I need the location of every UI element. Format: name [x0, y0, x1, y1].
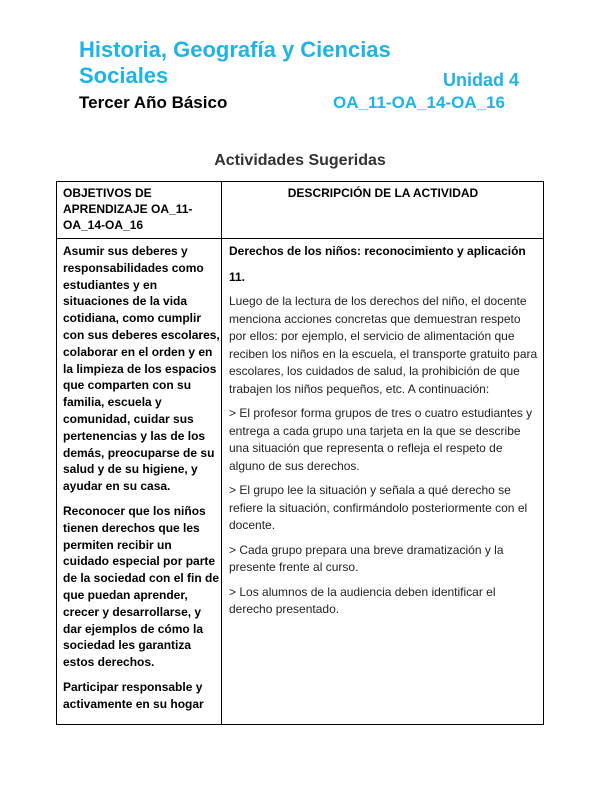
activity-title: Derechos de los niños: reconocimiento y aplicación	[229, 244, 526, 258]
objective-item: Reconocer que los niños tienen derechos que les permiten recibir un cuidado especial por parte de la sociedad con el fin de que puedan aprender, crecer y desarrollarse, y dar ejemplos de cómo la sociedad les garantiza estos derechos.	[63, 503, 220, 670]
activity-paragraph: Luego de la lectura de los derechos del niño, el docente menciona acciones concretas que demuestran respeto por ellos: por ejemplo, el servicio de alimentación que reciben los niños en la escuela, el transporte gratuito para escolares, los cuidados de salud, la prohibición de que trabajen los niños pequeños, etc. A continuación:	[229, 294, 538, 396]
activity-description-cell	[229, 243, 541, 626]
activity-step: > El profesor forma grupos de tres o cuatro estudiantes y entrega a cada grupo una tarjeta en la que se describe una situación que representa o refleja el respeto de alguno de sus derechos.	[229, 406, 533, 473]
column-divider	[221, 182, 222, 724]
activity-step: > Cada grupo prepara una breve dramatización y la presente frente al curso.	[229, 542, 504, 574]
document-title-continued: Sociales	[79, 63, 169, 88]
activities-table	[56, 181, 544, 725]
activity-number: 11.	[229, 269, 246, 284]
activity-step: > El grupo lee la situación y señala a qué derecho se refiere la situación, confirmándolo posteriormente con el docente.	[229, 483, 528, 532]
objectives-cell	[63, 243, 221, 721]
activity-step: > Los alumnos de la audiencia deben identificar el derecho presentado.	[229, 584, 496, 616]
grade-label: Tercer Año Básico	[79, 93, 228, 112]
table-header-row	[57, 182, 543, 239]
unit-label: Unidad 4	[443, 70, 520, 90]
objective-item: Participar responsable y activamente en su hogar	[63, 679, 204, 711]
objectives-column-header: OBJETIVOS DE APRENDIZAJE OA_11-OA_14-OA_16	[63, 186, 193, 232]
objective-codes: OA_11-OA_14-OA_16	[333, 93, 505, 112]
description-column-header: DESCRIPCIÓN DE LA ACTIVIDAD	[287, 186, 479, 200]
objective-item: Asumir sus deberes y responsabilidades como estudiantes y en situaciones de la vida cotidiana, como cumplir con sus deberes escolares, colaborar en el orden y en la limpieza de los espacios que comparten con su familia, escuela y comunidad, cuidar sus pertenencias y las de los demás, preocuparse de su salud y de su higiene, y ayudar en su casa.	[63, 244, 220, 494]
document-title: Historia, Geografía y Ciencias	[79, 37, 391, 62]
section-title: Actividades Sugeridas	[214, 152, 386, 169]
